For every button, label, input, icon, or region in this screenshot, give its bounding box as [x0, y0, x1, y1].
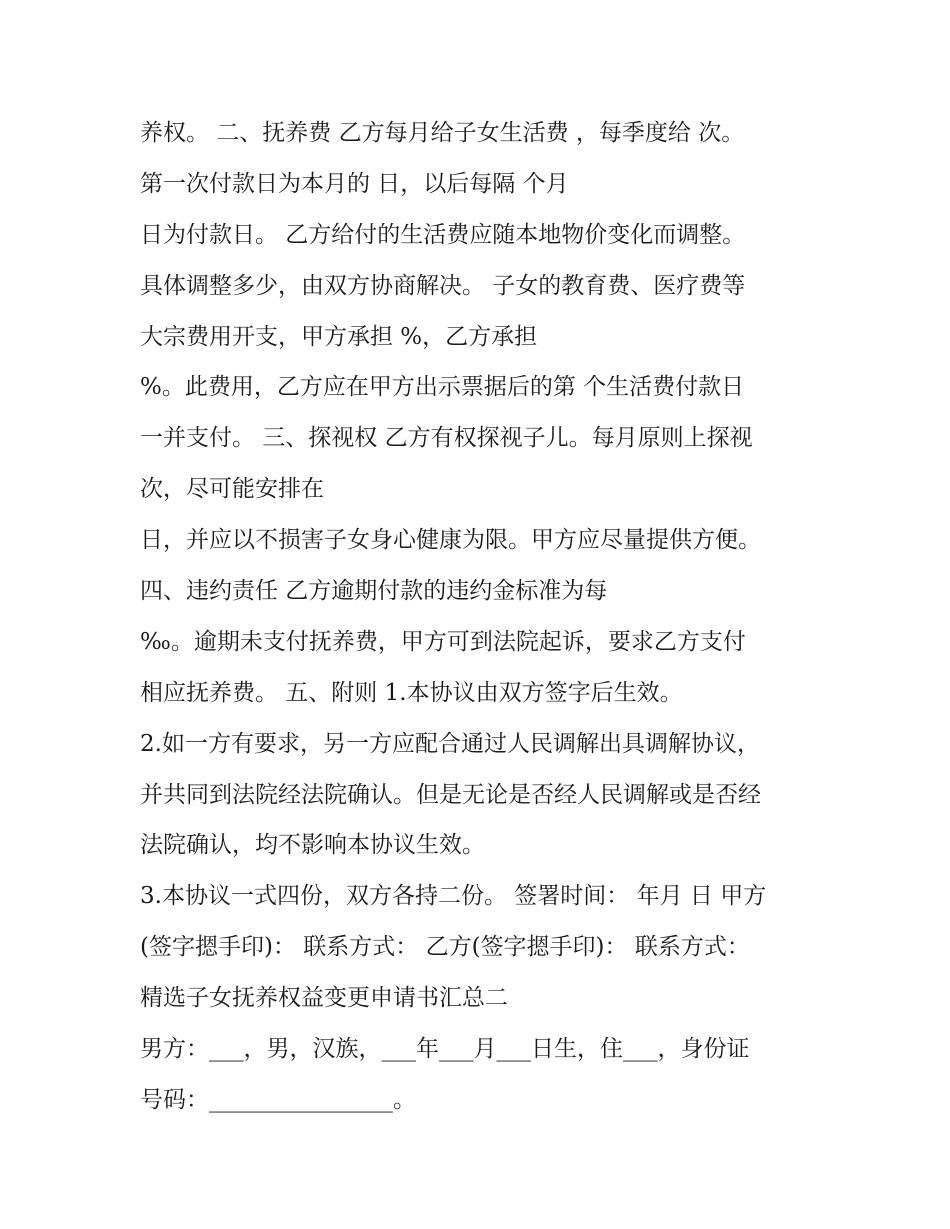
text-line: 号码：________________。 [140, 1086, 416, 1113]
text-line: 大宗费用开支，甲方承担 %，乙方承担 [140, 323, 538, 350]
section-heading: 精选子女抚养权益变更申请书汇总二 [140, 985, 508, 1012]
text-line: 一并支付。 三、探视权 乙方有权探视子儿。每月原则上探视 [140, 425, 753, 452]
document-body [140, 108, 830, 1126]
text-line: 次，尽可能安排在 [140, 476, 324, 503]
text-line: 2.如一方有要求，另一方应配合通过人民调解出具调解协议， [140, 730, 760, 757]
text-line: 日，并应以不损害子女身心健康为限。甲方应尽量提供方便。 [140, 527, 761, 554]
text-line: 并共同到法院经法院确认。但是无论是否经人民调解或是否经 [140, 781, 761, 808]
text-line: ‰。逾期未支付抚养费，甲方可到法院起诉，要求乙方支付 [140, 628, 746, 655]
text-line: 3.本协议一式四份，双方各持二份。 签署时间： 年月 日 甲方 [140, 883, 767, 910]
text-line: %。此费用，乙方应在甲方出示票据后的第 个生活费付款日 [140, 374, 745, 401]
text-line: 养权。 二、抚养费 乙方每月给子女生活费 ，每季度给 次。 [140, 120, 745, 146]
text-line: 相应抚养费。 五、附则 1.本协议由双方签字后生效。 [140, 679, 683, 706]
text-line: 具体调整多少，由双方协商解决。 子女的教育费、医疗费等 [140, 272, 746, 299]
text-line: 四、违约责任 乙方逾期付款的违约金标准为每 [140, 578, 608, 605]
text-line: (签字摁手印)： 联系方式： 乙方(签字摁手印)： 联系方式： [140, 934, 750, 961]
text-line: 第一次付款日为本月的 日，以后每隔 个月 [140, 170, 569, 197]
text-line: 日为付款日。 乙方给付的生活费应随本地物价变化而调整。 [140, 221, 746, 248]
text-line: 男方：___，男，汉族，___年___月___日生，住___，身份证 [140, 1036, 750, 1063]
text-line: 法院确认，均不影响本协议生效。 [140, 832, 485, 859]
